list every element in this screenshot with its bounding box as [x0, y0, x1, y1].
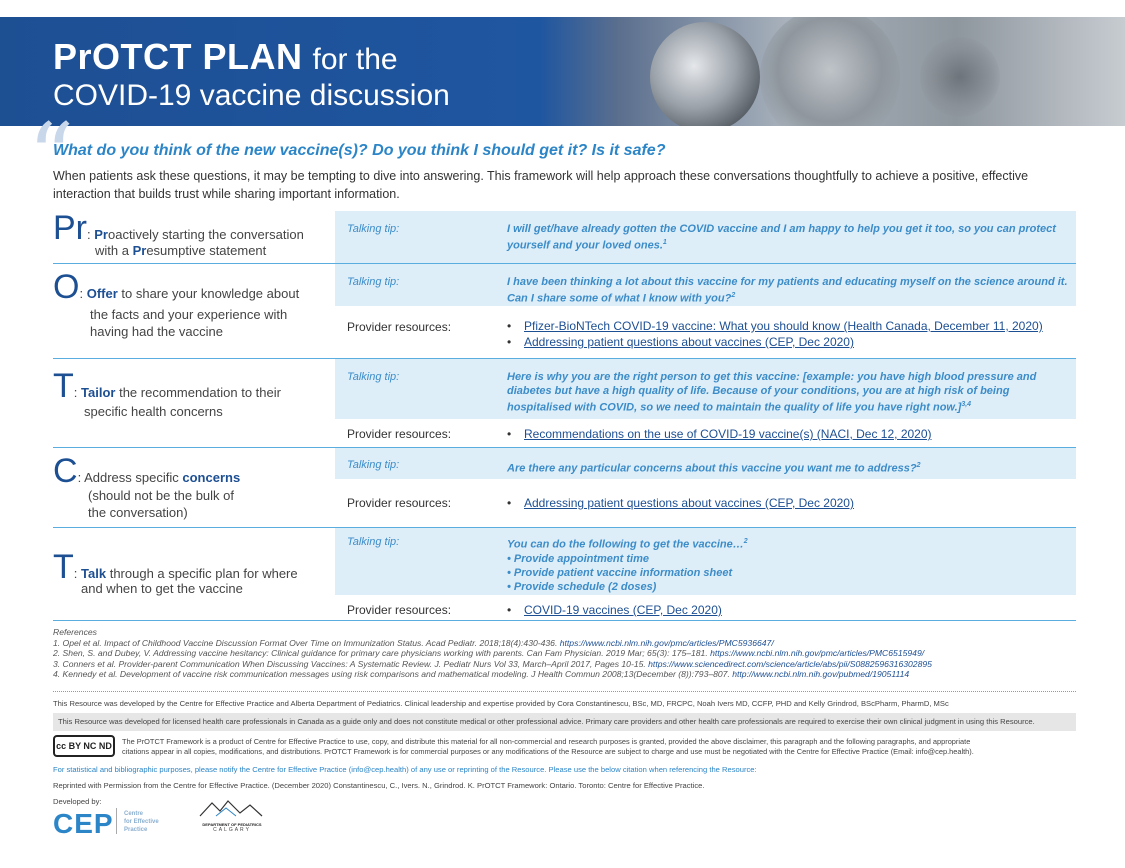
virus-image-1	[650, 22, 760, 126]
step-letter: T	[53, 548, 74, 586]
reference-link[interactable]: http://www.ncbi.nlm.nih.gov/pubmed/19051114	[732, 669, 910, 679]
patient-question: What do you think of the new vaccine(s)? Do you think I should get it? Is it safe?	[53, 142, 666, 159]
header-banner	[0, 17, 1125, 126]
dept-text: DEPARTMENT OF PEDIATRICS	[202, 822, 262, 827]
virus-image-2	[760, 17, 900, 126]
dotted-divider	[53, 691, 1076, 692]
references: References 1. Opel et al. Impact of Childhood Vaccine Discussion Format Over Time on Immunization Status. Acad Pediatr. 2018;18(4):430-436. https://www.ncbi.nlm.nih.gov/pmc/articles/PMC5936647/ 2. Shen, S. and Dubey, V. Addressing vaccine hesitancy: Clinical guidance for primary care physicians working with parents. Can Fam Physician. 2019 Mar; 65(3): 175–181. https://www.ncbi.nlm.nih.gov/pmc/articles/PMC6515949/ 3. Conners et al. Provider-parent Communication When Discussing Vaccines: A Systematic Review. J. Pediatr Nurs Vol 33, March–April 2017, Pages 10-15. https://www.sciencedirect.com/science/article/abs/pii/S0882596316302895 4. Kennedy et al. Development of vaccine risk communication messages using risk comparisons and mathematical modeling. J Health Commun 2008;13(December (8)):793–807. http://www.ncbi.nlm.nih.gov/pubmed/19051114	[53, 627, 932, 679]
provider-resources-panel: Provider resources: • Recommendations on the use of COVID-19 vaccine(s) (NACI, Dec 12, 2020)	[335, 419, 1076, 447]
provider-resources-panel: Provider resources: • COVID-19 vaccines (CEP, Dec 2020)	[335, 595, 1076, 620]
license-text-1: The PrOTCT Framework is a product of Centre for Effective Practice to use, copy, and distribute this material for all non-commercial and research purposes is granted, provided the above disclaimer, this paragraph and the following paragraphs, and appropriate	[122, 737, 971, 746]
calgary-text: CALGARY	[213, 827, 251, 833]
disclaimer: This Resource was developed for licensed health care professionals in Canada as a guide only and does not constitute medical or other professional advice. Primary care providers and other health care professionals are required to exercise their own clinical judgment in using this Resource.	[58, 717, 1035, 726]
title-bold: PrOTCT PLAN	[53, 36, 303, 77]
resource-link[interactable]: Addressing patient questions about vaccines (CEP, Dec 2020)	[524, 496, 854, 510]
creative-commons-badge: cc BY NC ND	[53, 735, 115, 757]
reference-link[interactable]: https://www.sciencedirect.com/science/article/abs/pii/S0882596316302895	[648, 658, 932, 669]
talking-tip-text: I have been thinking a lot about this vaccine for my patients and educating myself on the science around it. Can I share some of what I know with you?$^2$	[507, 276, 1068, 305]
step-c: C: Address specific concerns (should not be the bulk of the conversation) Talking tip: Are there any particular concerns about this vaccine you want me to address?$^2$ Provider resources: • Addressing patient questions about vaccines (CEP, Dec 2020)	[53, 448, 1076, 527]
reference-link[interactable]: https://www.ncbi.nlm.nih.gov/pmc/articles/PMC6515949/	[710, 648, 925, 658]
quote-mark-icon: “	[28, 104, 75, 209]
step-letter: O	[53, 268, 80, 306]
mountains-icon	[196, 799, 268, 817]
intro-paragraph: When patients ask these questions, it may be tempting to dive into answering. This framework will help approach these conversations thoughtfully to achieve a positive, effective interaction that builds trust while sharing important information.	[53, 169, 1029, 201]
talking-tip-panel: Talking tip: Here is why you are the right person to get this vaccine: [example: you have high blood pressure and diabetes but have a high quality of life. Because of your conditions, you are at high risk of being hospitalised with COVID, so we need to maintain the quality of life you have right now.]$^{3,4}$	[335, 359, 1076, 419]
resource-link[interactable]: Addressing patient questions about vaccines (CEP, Dec 2020)	[524, 335, 854, 349]
virus-image-3	[920, 37, 1000, 117]
page-subtitle: COVID-19 vaccine discussion	[53, 79, 450, 112]
step-letter: T	[53, 367, 74, 405]
talking-tip-panel: Talking tip: I will get/have already gotten the COVID vaccine and I am happy to help you get it too, so you can protect yourself and your loved ones.$^1$	[335, 211, 1076, 263]
step-pr: Pr: Proactively starting the conversation with a Presumptive statement Talking tip: I will get/have already gotten the COVID vaccine and I am happy to help you get it too, so you can protect yourself and your loved ones.$^1$	[53, 211, 1076, 263]
divider	[53, 620, 1076, 621]
title-block	[53, 36, 450, 114]
resource-link[interactable]: Recommendations on the use of COVID-19 vaccine(s) (NACI, Dec 12, 2020)	[524, 427, 932, 441]
cep-logo: CEP	[53, 808, 114, 839]
resource-link[interactable]: Pfizer-BioNTech COVID-19 vaccine: What you should know (Health Canada, December 11, 2020)	[524, 319, 1043, 333]
developed-credit: This Resource was developed by the Centre for Effective Practice and Alberta Department of Pediatrics. Clinical leadership and expertise provided by Cora Constantinescu, BSc, MD, FRCPC, Noah Ivers MD, CCFP, PHD and Kelly Grindrod, BScPharm, PharmD, MSc	[53, 699, 949, 708]
provider-resources-panel: Provider resources: • Pfizer-BioNTech COVID-19 vaccine: What you should know (Health Canada, December 11, 2020) • Addressing patient questions about vaccines (CEP, Dec 2020)	[335, 306, 1076, 358]
step-o: O: Offer to share your knowledge about the facts and your experience with having had the vaccine Talking tip: I have been thinking a lot about this vaccine for my patients and educating myself on the science around it. Can I share some of what I know with you?$^2$ Provider resources: • Pfizer-BioNTech COVID-19 vaccine: What you should know (Health Canada, December 11, 2020) • Addressing patient questions about vaccines (CEP, Dec 2020)	[53, 264, 1076, 358]
talking-tip-text: Are there any particular concerns about this vaccine you want me to address?$^2$	[507, 462, 921, 475]
license-text-2: citations appear in all copies, modifications, and distributions. PrOTCT Framework is for commercial purposes or any modifications of the Resource are subject to charge and use must be negotiated with the Centre for Effective Practice (Email: info@cep.health).	[122, 747, 974, 756]
talking-tip-text: I will get/have already gotten the COVID vaccine and I am happy to help you get it too, so you can protect yourself and your loved ones.$^1$	[507, 223, 1056, 252]
step-letter: Pr	[53, 209, 87, 247]
cep-logo-divider	[116, 808, 117, 834]
talking-tip-text: Here is why you are the right person to get this vaccine: [example: you have high blood pressure and diabetes but have a high quality of life. Because of your conditions, you are at high risk of being hospitalised with COVID, so we need to maintain the quality of life you have right now.]$^{3,4}$	[507, 371, 1037, 414]
talking-tip-panel: Talking tip: You can do the following to get the vaccine…$^2$ • Provide appointment time • Provide patient vaccine information sheet • Provide schedule (2 doses)	[335, 528, 1076, 595]
provider-resources-panel: Provider resources: • Addressing patient questions about vaccines (CEP, Dec 2020)	[335, 479, 1076, 527]
step-letter: C	[53, 452, 78, 490]
title-rest: for the	[312, 43, 398, 76]
developed-by-label: Developed by:	[53, 797, 102, 806]
resource-link[interactable]: COVID-19 vaccines (CEP, Dec 2020)	[524, 603, 722, 617]
cep-logo-subtitle: Centre for Effective Practice	[124, 811, 159, 833]
statistical-notice: For statistical and bibliographic purposes, please notify the Centre for Effective Practice (info@cep.health) of any use or reprinting of the Resource. Please use the below citation when referencing the Resource:	[53, 765, 757, 774]
reference-link[interactable]: https://www.ncbi.nlm.nih.gov/pmc/articles/PMC5936647/	[559, 637, 774, 648]
talking-tip-text: You can do the following to get the vaccine…$^2$ • Provide appointment time • Provide patient vaccine information sheet • Provide schedule (2 doses)	[507, 538, 748, 593]
talking-tip-panel: Talking tip: I have been thinking a lot about this vaccine for my patients and educating myself on the science around it. Can I share some of what I know with you?$^2$	[335, 264, 1076, 306]
step-t-tailor: T: Tailor the recommendation to their specific health concerns Talking tip: Here is why you are the right person to get this vaccine: [example: you have high blood pressure and diabetes but have a high quality of life. Because of your conditions, you are at high risk of being hospitalised with COVID, so we need to maintain the quality of life you have right now.]$^{3,4}$ Provider resources: • Recommendations on the use of COVID-19 vaccine(s) (NACI, Dec 12, 2020)	[53, 359, 1076, 447]
talking-tip-panel: Talking tip: Are there any particular concerns about this vaccine you want me to address?$^2$	[335, 448, 1076, 479]
citation: Reprinted with Permission from the Centre for Effective Practice. (December 2020) Constantinescu, C., Ivers. N., Grindrod. K. PrOTCT Framework: Ontario. Toronto: Centre for Effective Practice.	[53, 781, 705, 790]
page-title	[53, 36, 450, 78]
step-t-talk: T: Talk through a specific plan for where and when to get the vaccine Talking tip: You can do the following to get the vaccine…$^2$ • Provide appointment time • Provide patient vaccine information sheet • Provide schedule (2 doses) Provider resources: • COVID-19 vaccines (CEP, Dec 2020)	[53, 528, 1076, 620]
dept-pediatrics-logo	[196, 799, 268, 831]
